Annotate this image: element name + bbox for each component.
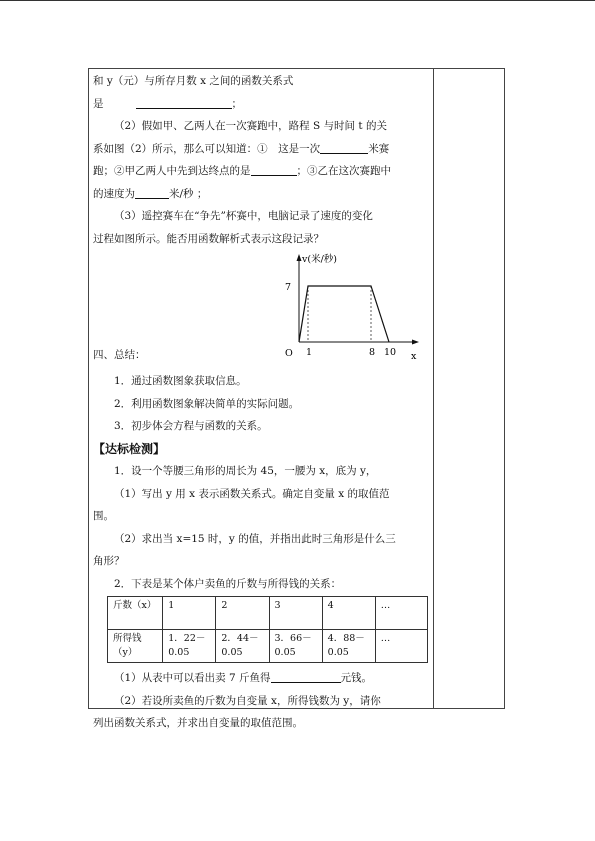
tick-labels bbox=[285, 282, 396, 358]
x-axis-arrow bbox=[412, 340, 419, 345]
x-tick-label: 10 bbox=[384, 347, 397, 358]
table-cell: 斤数（x） bbox=[108, 597, 163, 630]
text-line: （2）求出当 x=15 时，y 的值，并指出此时三角形是什么三 bbox=[114, 532, 396, 545]
text-line: 角形？ bbox=[93, 555, 125, 567]
dashed-guides bbox=[308, 286, 371, 342]
text-line: 围。 bbox=[93, 510, 114, 522]
summary-title: 四、总结： bbox=[93, 348, 146, 361]
x-tick-label: 1 bbox=[306, 347, 313, 358]
table-cell: 1 bbox=[163, 597, 216, 630]
x-tick-label: 8 bbox=[369, 347, 376, 358]
origin-label: O bbox=[285, 348, 293, 359]
table-cell: 4 bbox=[322, 597, 375, 630]
table-cell: 所得钱（y） bbox=[108, 630, 163, 663]
text-line: （1）写出 y 用 x 表示函数关系式。确定自变量 x 的取值范 bbox=[114, 487, 390, 500]
main-content bbox=[93, 70, 428, 735]
text-line bbox=[93, 160, 428, 183]
y-tick-label: 7 bbox=[285, 282, 292, 293]
table-cell: 2 bbox=[216, 597, 269, 630]
text-fragment: 是 bbox=[93, 97, 104, 110]
answer-blank[interactable] bbox=[271, 669, 341, 683]
text-fragment: 元钱。 bbox=[340, 672, 373, 684]
text-fragment: ； bbox=[231, 97, 242, 110]
text-fragment: 米赛 bbox=[368, 142, 390, 155]
text-line: （2）假如甲、乙两人在一次赛跑中，路程 S 与时间 t 的关 bbox=[114, 120, 387, 132]
answer-blank[interactable] bbox=[320, 140, 368, 154]
text-line: 2．下表是某个体户卖鱼的斤数与所得钱的关系： bbox=[114, 577, 342, 590]
table-cell: 4．88－0.05 bbox=[322, 630, 375, 663]
answer-blank[interactable] bbox=[135, 185, 169, 199]
summary-item: 1．通过函数图象获取信息。 bbox=[114, 375, 247, 387]
fish-price-table bbox=[107, 596, 428, 663]
text-line bbox=[93, 93, 428, 116]
text-line: 过程如图所示。能否用函数解析式表示这段记录？ bbox=[93, 232, 324, 245]
text-line: 1．设一个等腰三角形的周长为 45，一腰为 x，底为 y， bbox=[114, 465, 377, 477]
page-top-rule bbox=[0, 0, 595, 1]
text-fragment: 系如图（2）所示，那么可以知道：① 这是一次 bbox=[93, 142, 321, 155]
velocity-series-line bbox=[299, 286, 389, 342]
x-axis-label: x bbox=[411, 351, 417, 362]
y-axis-arrow bbox=[297, 254, 302, 261]
table-cell: 1．22－0.05 bbox=[163, 630, 216, 663]
text-line: （2）若设所卖鱼的斤数为自变量 x，所得钱数为 y，请你 bbox=[114, 694, 381, 707]
text-fragment: 米/秒 ； bbox=[169, 187, 208, 200]
answer-blank[interactable] bbox=[251, 162, 297, 176]
table-row bbox=[108, 630, 428, 663]
text-line: 列出函数关系式，并求出自变量的取值范围。 bbox=[93, 717, 303, 729]
text-line bbox=[93, 183, 428, 206]
text-line bbox=[93, 138, 428, 161]
text-line bbox=[93, 667, 428, 690]
text-fragment: （1）从表中可以看出卖 7 斤鱼得 bbox=[114, 672, 271, 684]
answer-blank[interactable] bbox=[136, 95, 232, 109]
table-cell: … bbox=[375, 597, 427, 630]
chart-row bbox=[93, 250, 428, 370]
y-axis-label: v(米/秒) bbox=[302, 254, 337, 265]
column-divider bbox=[433, 68, 434, 709]
section-heading: 【达标检测】 bbox=[93, 441, 166, 456]
text-fragment: 的速度为 bbox=[93, 187, 135, 200]
table-cell: 3．66－0.05 bbox=[269, 630, 322, 663]
velocity-chart bbox=[275, 252, 425, 364]
text-fragment: 跑；②甲乙两人中先到达终点的是 bbox=[93, 165, 251, 177]
text-line: 和 y（元）与所存月数 x 之间的函数关系式 bbox=[93, 75, 294, 87]
table-cell: … bbox=[375, 630, 427, 663]
table-cell: 3 bbox=[269, 597, 322, 630]
summary-item: 3．初步体会方程与函数的关系。 bbox=[114, 420, 268, 432]
table-row bbox=[108, 597, 428, 630]
table-cell: 2．44－0.05 bbox=[216, 630, 269, 663]
text-fragment: ；③乙在这次赛跑中 bbox=[296, 165, 391, 177]
summary-item: 2．利用函数图象解决简单的实际问题。 bbox=[114, 397, 300, 410]
text-line: （3）遥控赛车在“争先”杯赛中，电脑记录了速度的变化 bbox=[114, 210, 373, 222]
